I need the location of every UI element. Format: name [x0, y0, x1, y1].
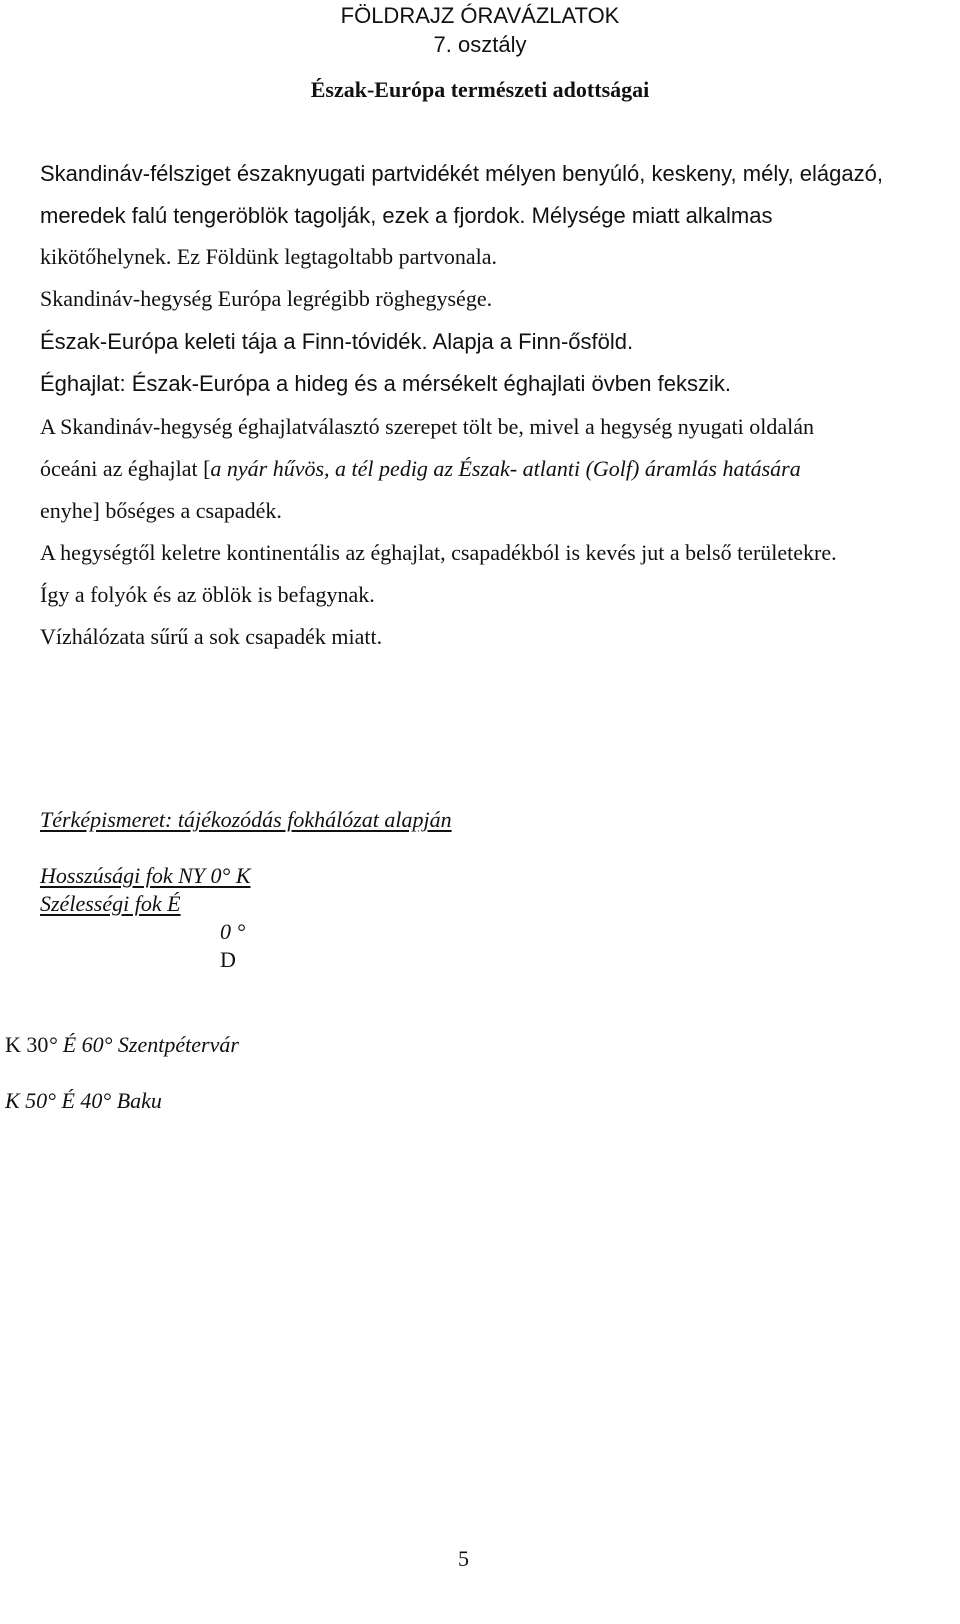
example-coordinate-2: K 50° É 40° Baku	[5, 1088, 162, 1113]
zero-degree-label: 0 °	[220, 919, 246, 944]
body-line-11: Így a folyók és az öblök is befagynak.	[40, 582, 375, 607]
latitude-line: Szélességi fok É	[40, 891, 181, 916]
body-line-12: Vízhálózata sűrű a sok csapadék miatt.	[40, 624, 383, 649]
longitude-line: Hosszúsági fok NY 0° K	[40, 863, 251, 888]
body-line-8-plain: óceáni az éghajlat [	[40, 456, 211, 481]
subject-heading: FÖLDRAJZ ÓRAVÁZLATOK	[340, 3, 620, 28]
body-line-8-italic: a nyár hűvös, a tél pedig az Észak- atlanti (Golf) áramlás hatására	[210, 456, 801, 481]
body-line-8	[40, 455, 801, 483]
body-line-5: Észak-Európa keleti tája a Finn-tóvidék. Alapja a Finn-ősföld.	[40, 329, 634, 354]
body-line-4: Skandináv-hegység Európa legrégibb röghegysége.	[40, 286, 493, 311]
south-label: D	[220, 947, 236, 972]
page-title: Észak-Európa természeti adottságai	[310, 77, 650, 102]
body-line-2: meredek falú tengeröblök tagolják, ezek a fjordok. Mélysége miatt alkalmas	[40, 203, 773, 228]
page-number: 5	[458, 1546, 469, 1571]
body-line-9: enyhe] bőséges a csapadék.	[40, 498, 282, 523]
example-coordinate-1	[5, 1031, 239, 1059]
example-1-direction: K 30	[5, 1032, 49, 1057]
body-line-7: A Skandináv-hegység éghajlatválasztó szerepet tölt be, mivel a hegység nyugati oldalán	[40, 414, 815, 439]
body-line-6: Éghajlat: Észak-Európa a hideg és a mérsékelt éghajlati övben fekszik.	[40, 371, 731, 396]
body-line-1: Skandináv-félsziget északnyugati partvidékét mélyen benyúló, keskeny, mély, elágazó,	[40, 161, 883, 186]
map-section-heading: Térképismeret: tájékozódás fokhálózat alapján	[40, 807, 452, 832]
grade-label: 7. osztály	[433, 32, 527, 57]
body-line-10: A hegységtől keletre kontinentális az éghajlat, csapadékból is kevés jut a belső területekre.	[40, 540, 837, 565]
body-line-3: kikötőhelynek. Ez Földünk legtagoltabb partvonala.	[40, 244, 498, 269]
example-1-rest: ° É 60° Szentpétervár	[48, 1032, 239, 1057]
